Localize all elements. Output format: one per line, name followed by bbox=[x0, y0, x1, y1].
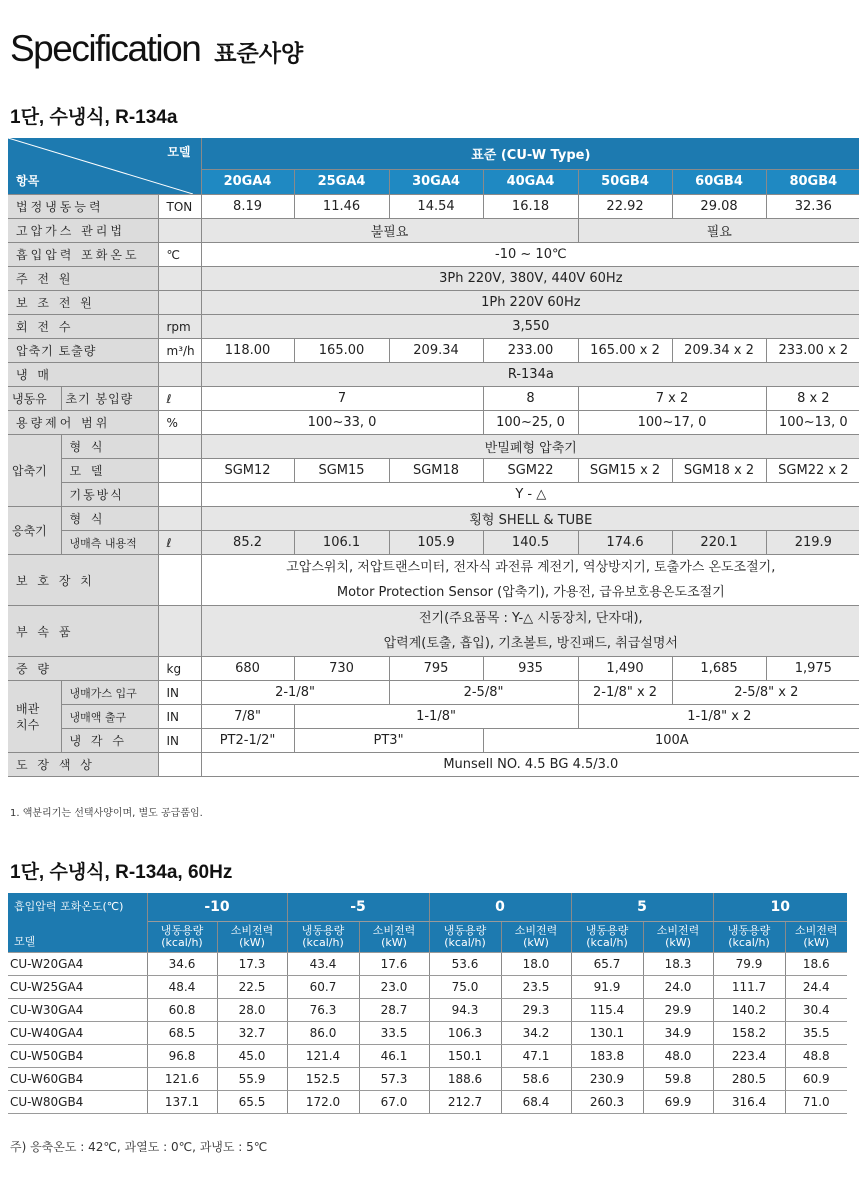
section1-heading: 1단, 수냉식, R-134a bbox=[10, 107, 178, 128]
cell: PT3" bbox=[294, 729, 483, 753]
row-unit: rpm bbox=[158, 315, 201, 339]
cell-power: 32.7 bbox=[217, 1022, 287, 1045]
temp-header: -5 bbox=[287, 893, 429, 922]
table-row bbox=[8, 1091, 847, 1114]
cell: PT2-1/2" bbox=[201, 729, 294, 753]
group-header: 표준 (CU-W Type) bbox=[201, 138, 859, 169]
cell: 32.36 bbox=[766, 195, 859, 219]
item-header-label: 항목 bbox=[16, 174, 40, 188]
row-unit: TON bbox=[158, 195, 201, 219]
cell: R-134a bbox=[201, 363, 859, 387]
cell-multiline bbox=[201, 606, 859, 657]
row-unit bbox=[158, 753, 201, 777]
row-group-label: 응축기 bbox=[8, 507, 61, 555]
row-weight bbox=[8, 657, 859, 681]
cell-power: 23.0 bbox=[359, 976, 429, 999]
cell-power: 71.0 bbox=[785, 1091, 847, 1114]
row-pipe-liquid bbox=[8, 705, 859, 729]
cell-capacity: 152.5 bbox=[287, 1068, 359, 1091]
cell: 100~33, 0 bbox=[201, 411, 483, 435]
cell-capacity: 150.1 bbox=[429, 1045, 501, 1068]
corner-bottom-label: 모델 bbox=[14, 935, 36, 948]
row-unit bbox=[158, 483, 201, 507]
cell-power: 33.5 bbox=[359, 1022, 429, 1045]
cell-power: 30.4 bbox=[785, 999, 847, 1022]
cell: 219.9 bbox=[766, 531, 859, 555]
sub-header-capacity: 냉동용량 (kcal/h) bbox=[713, 922, 785, 953]
row-unit: % bbox=[158, 411, 201, 435]
cell: 100~13, 0 bbox=[766, 411, 859, 435]
text-line: 압력계(토출, 흡입), 기초볼트, 방진패드, 취급설명서 bbox=[383, 636, 678, 651]
cell-power: 58.6 bbox=[501, 1068, 571, 1091]
cell: 100~25, 0 bbox=[483, 411, 578, 435]
cell: 1,685 bbox=[672, 657, 766, 681]
row-label: 냉 매 bbox=[8, 363, 158, 387]
row-unit bbox=[158, 459, 201, 483]
cell: 140.5 bbox=[483, 531, 578, 555]
cell: SGM18 bbox=[389, 459, 483, 483]
cell-power: 22.5 bbox=[217, 976, 287, 999]
cell: 14.54 bbox=[389, 195, 483, 219]
title-sub: 표준사양 bbox=[214, 41, 304, 67]
row-comp-model bbox=[8, 459, 859, 483]
cell-capacity: 111.7 bbox=[713, 976, 785, 999]
cell-capacity: 68.5 bbox=[147, 1022, 217, 1045]
cell-power: 34.9 bbox=[643, 1022, 713, 1045]
cell: 233.00 x 2 bbox=[766, 339, 859, 363]
cell-capacity: 121.6 bbox=[147, 1068, 217, 1091]
cell: 2-1/8" bbox=[201, 681, 389, 705]
cell-capacity: 91.9 bbox=[571, 976, 643, 999]
cell-power: 17.6 bbox=[359, 953, 429, 976]
cell-power: 48.8 bbox=[785, 1045, 847, 1068]
cell-capacity: 316.4 bbox=[713, 1091, 785, 1114]
row-model: CU-W60GB4 bbox=[8, 1068, 147, 1091]
row-refrigerant bbox=[8, 363, 859, 387]
cell-capacity: 76.3 bbox=[287, 999, 359, 1022]
cell: Munsell NO. 4.5 BG 4.5/3.0 bbox=[201, 753, 859, 777]
cell-capacity: 53.6 bbox=[429, 953, 501, 976]
row-suction bbox=[8, 243, 859, 267]
sub-header-power: 소비전력 (kW) bbox=[359, 922, 429, 953]
row-comp-type bbox=[8, 435, 859, 459]
corner-top-label: 흡입압력 포화온도(℃) bbox=[14, 900, 124, 913]
cell-capacity: 230.9 bbox=[571, 1068, 643, 1091]
row-label: 부 속 품 bbox=[8, 606, 158, 657]
cell: 8 x 2 bbox=[766, 387, 859, 411]
temp-header: 10 bbox=[713, 893, 847, 922]
cell: 100A bbox=[483, 729, 859, 753]
cell-capacity: 34.6 bbox=[147, 953, 217, 976]
cell: 105.9 bbox=[389, 531, 483, 555]
table-row bbox=[8, 999, 847, 1022]
row-aux-power bbox=[8, 291, 859, 315]
cell-capacity: 212.7 bbox=[429, 1091, 501, 1114]
cell-capacity: 140.2 bbox=[713, 999, 785, 1022]
row-label: 고압가스 관리법 bbox=[8, 219, 158, 243]
perf-header-corner bbox=[8, 893, 147, 953]
cell-capacity: 130.1 bbox=[571, 1022, 643, 1045]
row-unit: ℃ bbox=[158, 243, 201, 267]
row-label: 냉매가스 입구 bbox=[61, 681, 158, 705]
cell-power: 59.8 bbox=[643, 1068, 713, 1091]
temp-header: 0 bbox=[429, 893, 571, 922]
cell: 불필요 bbox=[201, 219, 578, 243]
row-displacement bbox=[8, 339, 859, 363]
row-label: 압축기 토출량 bbox=[8, 339, 158, 363]
cell: 1-1/8" bbox=[294, 705, 578, 729]
cell-capacity: 79.9 bbox=[713, 953, 785, 976]
temp-header: 5 bbox=[571, 893, 713, 922]
row-unit bbox=[158, 555, 201, 606]
cell-power: 28.7 bbox=[359, 999, 429, 1022]
table-row bbox=[8, 976, 847, 999]
row-rpm bbox=[8, 315, 859, 339]
cell: 1-1/8" x 2 bbox=[578, 705, 859, 729]
row-label: 흡입압력 포화온도 bbox=[8, 243, 158, 267]
table-row bbox=[8, 1045, 847, 1068]
cell: 7 x 2 bbox=[578, 387, 766, 411]
sub-header-capacity: 냉동용량 (kcal/h) bbox=[571, 922, 643, 953]
row-group-label: 압축기 bbox=[8, 435, 61, 507]
row-label: 형 식 bbox=[61, 507, 158, 531]
row-label: 회 전 수 bbox=[8, 315, 158, 339]
cell-power: 29.9 bbox=[643, 999, 713, 1022]
cell-power: 24.0 bbox=[643, 976, 713, 999]
cell: -10 ~ 10℃ bbox=[201, 243, 859, 267]
performance-rows bbox=[8, 953, 847, 1114]
cell: 85.2 bbox=[201, 531, 294, 555]
cell: 209.34 bbox=[389, 339, 483, 363]
cell-power: 18.0 bbox=[501, 953, 571, 976]
cell: 100~17, 0 bbox=[578, 411, 766, 435]
row-accessory bbox=[8, 606, 859, 657]
row-model: CU-W25GA4 bbox=[8, 976, 147, 999]
cell-power: 18.6 bbox=[785, 953, 847, 976]
row-unit bbox=[158, 606, 201, 657]
cell-capacity: 48.4 bbox=[147, 976, 217, 999]
row-unit: m³/h bbox=[158, 339, 201, 363]
cell-power: 28.0 bbox=[217, 999, 287, 1022]
row-label: 기동방식 bbox=[61, 483, 158, 507]
cell: 8.19 bbox=[201, 195, 294, 219]
cell: 2-5/8" bbox=[389, 681, 578, 705]
cell-power: 48.0 bbox=[643, 1045, 713, 1068]
model-col-header: 40GA4 bbox=[483, 169, 578, 194]
cell-power: 34.2 bbox=[501, 1022, 571, 1045]
row-label: 중 량 bbox=[8, 657, 158, 681]
cell: SGM22 x 2 bbox=[766, 459, 859, 483]
cell: 7/8" bbox=[201, 705, 294, 729]
row-cond-type bbox=[8, 507, 859, 531]
row-label: 형 식 bbox=[61, 435, 158, 459]
row-unit bbox=[158, 363, 201, 387]
cell: 8 bbox=[483, 387, 578, 411]
cell: 795 bbox=[389, 657, 483, 681]
row-model: CU-W50GB4 bbox=[8, 1045, 147, 1068]
cell: Y - △ bbox=[201, 483, 859, 507]
cell: SGM15 bbox=[294, 459, 389, 483]
cell-power: 29.3 bbox=[501, 999, 571, 1022]
sub-header-capacity: 냉동용량 (kcal/h) bbox=[287, 922, 359, 953]
sub-header-power: 소비전력 (kW) bbox=[217, 922, 287, 953]
cell: 220.1 bbox=[672, 531, 766, 555]
cell: 29.08 bbox=[672, 195, 766, 219]
row-oil bbox=[8, 387, 859, 411]
cell: 1Ph 220V 60Hz bbox=[201, 291, 859, 315]
cell: 22.92 bbox=[578, 195, 672, 219]
cell-capacity: 60.7 bbox=[287, 976, 359, 999]
cell: 필요 bbox=[578, 219, 859, 243]
cell-capacity: 121.4 bbox=[287, 1045, 359, 1068]
row-hpgas bbox=[8, 219, 859, 243]
row-label: 보 조 전 원 bbox=[8, 291, 158, 315]
model-col-header: 25GA4 bbox=[294, 169, 389, 194]
cell: 1,490 bbox=[578, 657, 672, 681]
cell-power: 69.9 bbox=[643, 1091, 713, 1114]
cell-power: 67.0 bbox=[359, 1091, 429, 1114]
row-label: 용량제어 범위 bbox=[8, 411, 158, 435]
cell-capacity: 60.8 bbox=[147, 999, 217, 1022]
row-capctrl bbox=[8, 411, 859, 435]
cell-capacity: 43.4 bbox=[287, 953, 359, 976]
cell-capacity: 280.5 bbox=[713, 1068, 785, 1091]
cell-capacity: 260.3 bbox=[571, 1091, 643, 1114]
cell-capacity: 75.0 bbox=[429, 976, 501, 999]
row-label: 냉매액 출구 bbox=[61, 705, 158, 729]
model-col-header: 50GB4 bbox=[578, 169, 672, 194]
title-main: Specification bbox=[10, 28, 201, 69]
cell: 209.34 x 2 bbox=[672, 339, 766, 363]
row-unit: ℓ bbox=[158, 531, 201, 555]
page-title bbox=[10, 28, 303, 70]
sub-header-power: 소비전력 (kW) bbox=[501, 922, 571, 953]
cell-power: 47.1 bbox=[501, 1045, 571, 1068]
cell: 7 bbox=[201, 387, 483, 411]
cell-power: 57.3 bbox=[359, 1068, 429, 1091]
row-label: 모 델 bbox=[61, 459, 158, 483]
row-label: 냉 각 수 bbox=[61, 729, 158, 753]
cell: 165.00 bbox=[294, 339, 389, 363]
cell-capacity: 94.3 bbox=[429, 999, 501, 1022]
model-col-header: 20GA4 bbox=[201, 169, 294, 194]
model-col-header: 80GB4 bbox=[766, 169, 859, 194]
row-label: 주 전 원 bbox=[8, 267, 158, 291]
performance-table bbox=[8, 893, 847, 1114]
row-label: 법정냉동능력 bbox=[8, 195, 158, 219]
cell: SGM12 bbox=[201, 459, 294, 483]
cell-power: 46.1 bbox=[359, 1045, 429, 1068]
row-cond-vol bbox=[8, 531, 859, 555]
cell-power: 18.3 bbox=[643, 953, 713, 976]
row-label: 초기 봉입량 bbox=[61, 387, 158, 411]
row-unit bbox=[158, 435, 201, 459]
sub-header-capacity: 냉동용량 (kcal/h) bbox=[147, 922, 217, 953]
cell-capacity: 137.1 bbox=[147, 1091, 217, 1114]
row-unit: ℓ bbox=[158, 387, 201, 411]
model-col-header: 60GB4 bbox=[672, 169, 766, 194]
model-header-label: 모델 bbox=[167, 145, 191, 159]
cell-capacity: 106.3 bbox=[429, 1022, 501, 1045]
cell-capacity: 172.0 bbox=[287, 1091, 359, 1114]
cell-capacity: 223.4 bbox=[713, 1045, 785, 1068]
cell-capacity: 188.6 bbox=[429, 1068, 501, 1091]
cell: 횡형 SHELL & TUBE bbox=[201, 507, 859, 531]
cell-capacity: 96.8 bbox=[147, 1045, 217, 1068]
cell-power: 68.4 bbox=[501, 1091, 571, 1114]
row-comp-start bbox=[8, 483, 859, 507]
cell-power: 17.3 bbox=[217, 953, 287, 976]
row-group-label: 배관 치수 bbox=[8, 681, 61, 753]
cell-multiline bbox=[201, 555, 859, 606]
row-main-power bbox=[8, 267, 859, 291]
row-model: CU-W20GA4 bbox=[8, 953, 147, 976]
row-model: CU-W40GA4 bbox=[8, 1022, 147, 1045]
row-unit: IN bbox=[158, 681, 201, 705]
sub-header-power: 소비전력 (kW) bbox=[643, 922, 713, 953]
text-line: Motor Protection Sensor (압축기), 가용전, 급유보호용온도조절기 bbox=[336, 585, 725, 600]
row-unit bbox=[158, 267, 201, 291]
row-unit bbox=[158, 219, 201, 243]
cell: 3Ph 220V, 380V, 440V 60Hz bbox=[201, 267, 859, 291]
cell-capacity: 86.0 bbox=[287, 1022, 359, 1045]
row-unit bbox=[158, 291, 201, 315]
cell: 11.46 bbox=[294, 195, 389, 219]
row-pipe-cooling bbox=[8, 729, 859, 753]
cell: 174.6 bbox=[578, 531, 672, 555]
cell-capacity: 115.4 bbox=[571, 999, 643, 1022]
cell: 233.00 bbox=[483, 339, 578, 363]
row-group-label: 냉동유 bbox=[8, 387, 61, 411]
row-label: 냉매측 내용적 bbox=[61, 531, 158, 555]
table-row bbox=[8, 1068, 847, 1091]
row-capacity bbox=[8, 195, 859, 219]
row-pipe-gas bbox=[8, 681, 859, 705]
sub-header-capacity: 냉동용량 (kcal/h) bbox=[429, 922, 501, 953]
cell: SGM15 x 2 bbox=[578, 459, 672, 483]
text-line: 전기(주요품목 : Y-△ 시동장치, 단자대), bbox=[418, 611, 643, 626]
cell: 2-5/8" x 2 bbox=[672, 681, 859, 705]
temp-header: -10 bbox=[147, 893, 287, 922]
cell: 2-1/8" x 2 bbox=[578, 681, 672, 705]
spec-footnote: 1. 액분리기는 선택사양이며, 별도 공급품임. bbox=[10, 808, 203, 819]
spec-table bbox=[8, 138, 859, 777]
cell-capacity: 158.2 bbox=[713, 1022, 785, 1045]
row-model: CU-W80GB4 bbox=[8, 1091, 147, 1114]
cell: SGM22 bbox=[483, 459, 578, 483]
cell: 118.00 bbox=[201, 339, 294, 363]
cell: 935 bbox=[483, 657, 578, 681]
text-line: 고압스위치, 저압트랜스미터, 전자식 과전류 계전기, 역상방지기, 토출가스 온도조절기, bbox=[286, 560, 776, 575]
cell-capacity: 65.7 bbox=[571, 953, 643, 976]
cell: 3,550 bbox=[201, 315, 859, 339]
section2-heading: 1단, 수냉식, R-134a, 60Hz bbox=[10, 862, 233, 883]
row-unit: IN bbox=[158, 705, 201, 729]
cell-power: 60.9 bbox=[785, 1068, 847, 1091]
perf-footnote: 주) 응축온도 : 42℃, 과열도 : 0℃, 과냉도 : 5℃ bbox=[10, 1140, 268, 1154]
cell: 106.1 bbox=[294, 531, 389, 555]
cell: 1,975 bbox=[766, 657, 859, 681]
row-unit bbox=[158, 507, 201, 531]
cell: 165.00 x 2 bbox=[578, 339, 672, 363]
table-row bbox=[8, 953, 847, 976]
cell: 730 bbox=[294, 657, 389, 681]
cell-power: 24.4 bbox=[785, 976, 847, 999]
cell-power: 55.9 bbox=[217, 1068, 287, 1091]
row-protection bbox=[8, 555, 859, 606]
model-col-header: 30GA4 bbox=[389, 169, 483, 194]
cell-capacity: 183.8 bbox=[571, 1045, 643, 1068]
row-label: 보 호 장 치 bbox=[8, 555, 158, 606]
cell: 16.18 bbox=[483, 195, 578, 219]
cell: SGM18 x 2 bbox=[672, 459, 766, 483]
row-paint bbox=[8, 753, 859, 777]
row-unit: kg bbox=[158, 657, 201, 681]
cell: 680 bbox=[201, 657, 294, 681]
cell-power: 35.5 bbox=[785, 1022, 847, 1045]
table-row bbox=[8, 1022, 847, 1045]
row-label: 도 장 색 상 bbox=[8, 753, 158, 777]
cell-power: 65.5 bbox=[217, 1091, 287, 1114]
row-unit: IN bbox=[158, 729, 201, 753]
cell-power: 45.0 bbox=[217, 1045, 287, 1068]
header-corner bbox=[8, 138, 201, 195]
cell: 반밀폐형 압축기 bbox=[201, 435, 859, 459]
row-model: CU-W30GA4 bbox=[8, 999, 147, 1022]
cell-power: 23.5 bbox=[501, 976, 571, 999]
sub-header-power: 소비전력 (kW) bbox=[785, 922, 847, 953]
